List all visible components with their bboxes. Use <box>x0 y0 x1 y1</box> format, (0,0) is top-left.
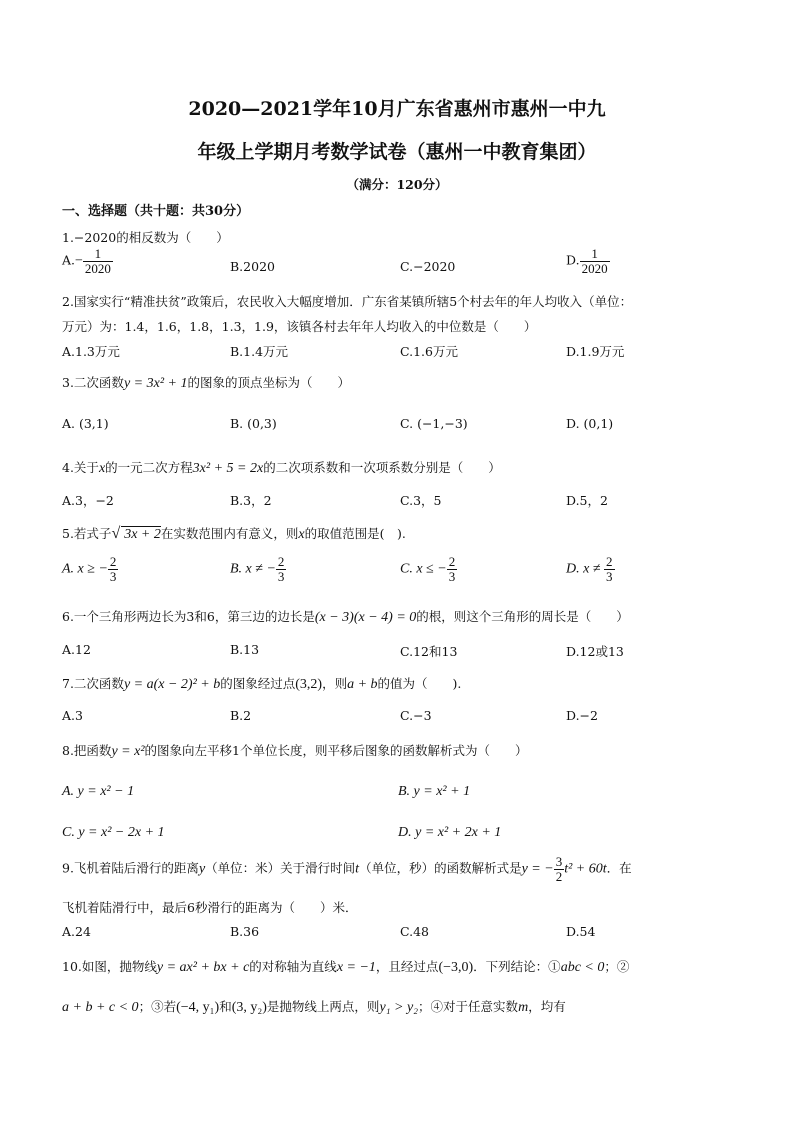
q7-option-d: D.−2 <box>566 708 598 723</box>
q3-option-c: C. (−1,−3) <box>400 416 468 431</box>
q8-option-b: B. y = x² + 1 <box>398 784 471 799</box>
q7-option-a: A.3 <box>62 708 83 723</box>
q5-option-d: D. x ≠ $\frac{2}{3}$ <box>566 554 613 584</box>
q2-option-d: D.1.9万元 <box>566 344 625 359</box>
q1-option-d: D. $\frac{1}{2020}$ <box>566 246 608 276</box>
section-heading: 一、选择题（共十题：共30分） <box>62 204 250 219</box>
question-5: 5.若式子√ 3x + 2在实数范围内有意义，则x的取值范围是( ). <box>62 525 406 542</box>
q3-option-d: D. (0,1) <box>566 416 614 431</box>
q2-option-b: B.1.4万元 <box>230 344 289 359</box>
q9-option-b: B.36 <box>230 924 260 939</box>
q6-option-a: A.12 <box>62 642 91 657</box>
question-6: 6.一个三角形两边长为3和6，第三边的边长是(x − 3)(x − 4) = 0的根，则这个三角形的周长是（ ） <box>62 609 629 625</box>
q4-option-d: D.5，2 <box>566 493 608 508</box>
question-7: 7.二次函数y = a(x − 2)² + b的图象经过点(3,2)，则a + b的值为（ ). <box>62 676 462 692</box>
q6-option-c: C.12和13 <box>400 644 458 659</box>
q1-option-a: A.− $\frac{1}{2020}$ <box>62 246 111 276</box>
question-8: 8.把函数y = x²的图象向左平移1个单位长度，则平移后图象的函数解析式为（ ） <box>62 743 528 759</box>
q4-option-c: C.3，5 <box>400 493 442 508</box>
q3-option-b: B. (0,3) <box>230 416 277 431</box>
question-1: 1.−2020的相反数为（ ） <box>62 230 229 245</box>
q9-option-d: D.54 <box>566 924 596 939</box>
q2-option-a: A.1.3万元 <box>62 344 120 359</box>
question-9-line-2: 飞机着陆滑行中，最后6秒滑行的距离为（ ）米． <box>62 900 358 915</box>
question-3: 3.二次函数y = 3x² + 1的图象的顶点坐标为（ ） <box>62 375 350 391</box>
q1-option-b: B.2020 <box>230 259 275 274</box>
q1-option-c: C.−2020 <box>400 259 456 274</box>
q3-option-a: A. (3,1) <box>62 416 109 431</box>
q2-option-c: C.1.6万元 <box>400 344 458 359</box>
q9-option-a: A.24 <box>62 924 91 939</box>
question-10-line-2: a + b + c < 0；③若(−4, y₁)和(3, y₂)是抛物线上两点，则y₁ > y₂；④对于任意实数m，均有 <box>62 999 566 1015</box>
q4-option-b: B.3，2 <box>230 493 272 508</box>
q4-option-a: A.3，−2 <box>62 493 114 508</box>
question-4: 4.关于x的一元二次方程3x² + 5 = 2x的二次项系数和一次项系数分别是（ ） <box>62 460 501 476</box>
question-9-line-1: 9.飞机着陆后滑行的距离y（单位：米）关于滑行时间t（单位，秒）的函数解析式是y = − $\frac{3}{2}$ t² + 60t．在 <box>62 854 632 884</box>
q6-option-b: B.13 <box>230 642 260 657</box>
question-2-line-1: 2.国家实行“精准扶贫”政策后，农民收入大幅度增加．广东省某镇所辖5个村去年的年人均收入（单位： <box>62 294 633 309</box>
question-2-line-2: 万元）为：1.4，1.6，1.8，1.3，1.9，该镇各村去年年人均收入的中位数是（ ） <box>62 319 537 334</box>
q6-option-d: D.12或13 <box>566 644 624 659</box>
q8-option-c: C. y = x² − 2x + 1 <box>62 825 165 840</box>
q5-option-c: C. x ≤ − $\frac{2}{3}$ <box>400 554 456 584</box>
q8-option-a: A. y = x² − 1 <box>62 784 135 799</box>
full-marks: （满分：120分） <box>346 177 448 192</box>
title-line-1: 2020—2021学年10月广东省惠州市惠州一中九 <box>188 98 606 120</box>
q5-option-a: A. x ≥ − $\frac{2}{3}$ <box>62 554 117 584</box>
q8-option-d: D. y = x² + 2x + 1 <box>398 825 502 840</box>
q7-option-b: B.2 <box>230 708 252 723</box>
q7-option-c: C.−3 <box>400 708 432 723</box>
q5-option-b: B. x ≠ − $\frac{2}{3}$ <box>230 554 285 584</box>
title-line-2: 年级上学期月考数学试卷（惠州一中教育集团） <box>197 141 597 163</box>
q9-option-c: C.48 <box>400 924 429 939</box>
question-10-line-1: 10.如图，抛物线y = ax² + bx + c的对称轴为直线x = −1，且经过点(−3,0)．下列结论：①abc < 0；② <box>62 959 630 975</box>
